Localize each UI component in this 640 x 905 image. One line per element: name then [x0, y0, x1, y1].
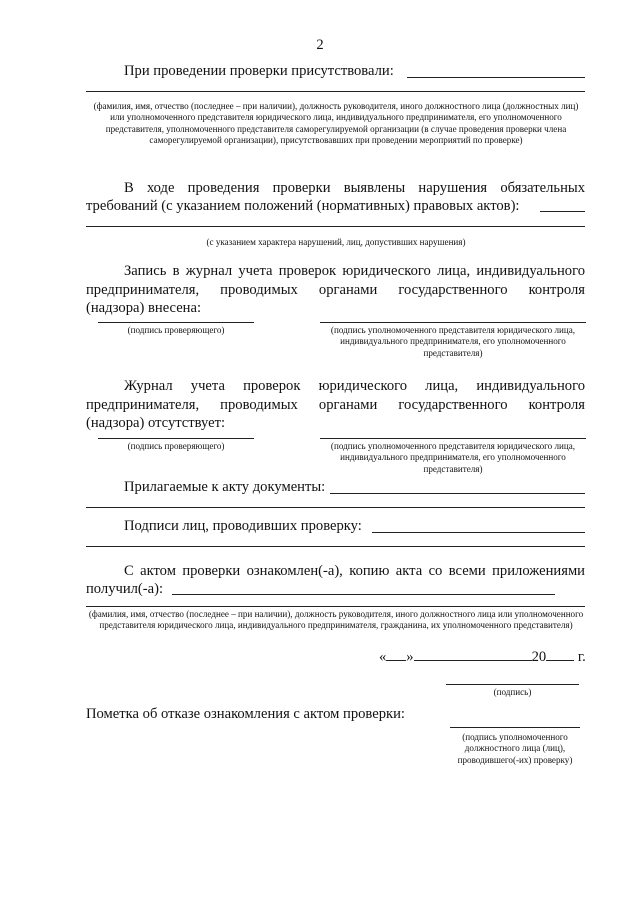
date-open-quote: «	[379, 649, 387, 665]
inspector-signature-line-2[interactable]	[98, 438, 254, 439]
present-caption: (фамилия, имя, отчество (последнее – при наличии), должность руководителя, иного должностного лица (должностных лиц) или уполномоченного представителя юридического лица, индивидуального предпринимателя, его уполномоченного представителя, уполномоченного представителя саморегулируемой организации (в случае проведения проверки члена саморегулируемой организации), присутствовавших при проведении мероприятий по проверке)	[93, 101, 579, 146]
violations-line2: требований (с указанием положений (нормативных) правовых актов):	[86, 198, 520, 214]
inspector-signature-caption: (подпись проверяющего)	[127, 325, 225, 335]
page-number: 2	[316, 37, 324, 53]
journal-entry-line1: Запись в журнал учета проверок юридического лица, индивидуального	[124, 263, 585, 279]
violations-fill-line[interactable]	[540, 211, 585, 212]
date-month-field[interactable]	[414, 647, 532, 661]
attached-docs-fill-line[interactable]	[330, 493, 585, 494]
acquainted-caption: (фамилия, имя, отчество (последнее – при наличии), должность руководителя, иного должностного лица или уполномоченного представителя юридического лица, индивидуального предпринимателя, гражданина, их уполномоченного представителя)	[88, 609, 584, 631]
representative-signature-line[interactable]	[320, 322, 586, 323]
present-fill-line-2[interactable]	[86, 91, 585, 92]
acquainted-fill-line-2[interactable]	[86, 606, 585, 607]
attached-docs-label: Прилагаемые к акту документы:	[124, 479, 326, 495]
date-line	[379, 647, 586, 666]
present-fill-line[interactable]	[407, 77, 585, 78]
date-close-quote: »	[406, 649, 414, 665]
signature-line[interactable]	[446, 684, 579, 685]
date-year-field[interactable]	[546, 647, 574, 661]
inspector-signatures-fill-line-2[interactable]	[86, 546, 585, 547]
representative-signature-caption-2: (подпись уполномоченного представителя юридического лица, индивидуального предпринимателя, его уполномоченного представителя)	[330, 441, 576, 474]
journal-absent-line2: предпринимателя, проводимых органами государственного контроля	[86, 397, 585, 413]
acquainted-line1: С актом проверки ознакомлен(-а), копию акта со всеми приложениями	[124, 563, 585, 579]
inspector-signatures-fill-line[interactable]	[372, 532, 585, 533]
attached-docs-fill-line-2[interactable]	[86, 507, 585, 508]
inspector-signature-line[interactable]	[98, 322, 254, 323]
journal-entry-line2: предпринимателя, проводимых органами государственного контроля	[86, 282, 585, 298]
journal-absent-line3: (надзора) отсутствует:	[86, 415, 226, 431]
violations-fill-line-2[interactable]	[86, 226, 585, 227]
signature-caption: (подпись)	[493, 687, 532, 697]
representative-signature-line-2[interactable]	[320, 438, 586, 439]
acquainted-line2: получил(-а):	[86, 581, 164, 597]
present-label: При проведении проверки присутствовали:	[124, 63, 394, 79]
journal-entry-line3: (надзора) внесена:	[86, 300, 202, 316]
acquainted-fill-line[interactable]	[172, 594, 555, 595]
date-year-prefix: 20	[531, 649, 547, 665]
representative-signature-caption: (подпись уполномоченного представителя юридического лица, индивидуального предпринимателя, его уполномоченного представителя)	[330, 325, 576, 358]
refusal-caption: (подпись уполномоченного должностного лица (лиц), проводившего(-их) проверку)	[457, 732, 573, 765]
refusal-label: Пометка об отказе ознакомления с актом проверки:	[86, 706, 405, 722]
violations-caption: (с указанием характера нарушений, лиц, допустивших нарушения)	[206, 237, 466, 247]
journal-absent-line1: Журнал учета проверок юридического лица, индивидуального	[124, 378, 585, 394]
violations-line1: В ходе проведения проверки выявлены нарушения обязательных	[124, 180, 585, 196]
refusal-signature-line[interactable]	[450, 727, 580, 728]
date-day-field[interactable]	[386, 647, 406, 661]
inspector-signature-caption-2: (подпись проверяющего)	[127, 441, 225, 451]
inspector-signatures-label: Подписи лиц, проводивших проверку:	[124, 518, 362, 534]
date-year-suffix: г.	[577, 649, 586, 665]
